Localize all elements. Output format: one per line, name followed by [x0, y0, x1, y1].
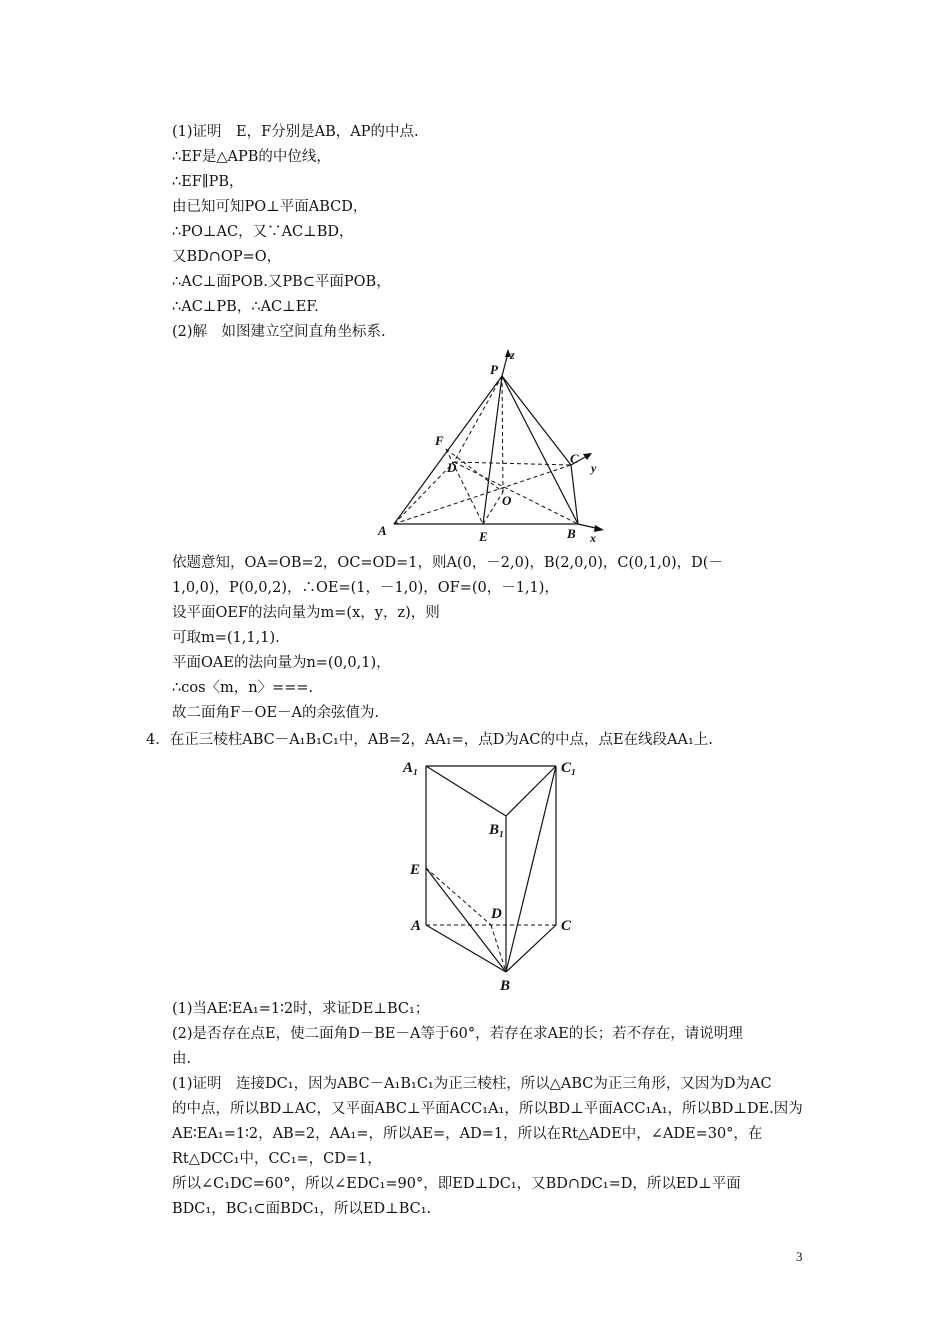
text-line: ∴EF∥PB，	[172, 174, 244, 190]
text-line: (2)解 如图建立空间直角坐标系.	[172, 324, 386, 340]
label-B: B	[500, 978, 511, 992]
text-line: 平面OAE的法向量为n=(0,0,1)，	[172, 655, 391, 671]
text-line: 由.	[172, 1051, 192, 1067]
label-A: A	[378, 523, 387, 538]
text-line: 由已知可知PO⊥平面ABCD，	[172, 199, 368, 215]
label-F: F	[435, 433, 444, 448]
text-line: (1)当AE∶EA₁=1∶2时，求证DE⊥BC₁；	[172, 1001, 430, 1017]
problem-4-stem: 4．在正三棱柱ABC－A₁B₁C₁中，AB=2，AA₁=，点D为AC的中点，点E在线段AA₁上.	[146, 732, 713, 748]
label-C1: C₁	[561, 760, 577, 776]
text-line: 故二面角F－OE－A的余弦值为.	[172, 705, 380, 721]
label-C: C	[570, 451, 579, 466]
text-line: ∴PO⊥AC，又∵AC⊥BD，	[172, 224, 354, 240]
label-O: O	[502, 493, 512, 508]
label-x: x	[590, 531, 596, 545]
label-C: C	[561, 918, 572, 934]
text-line: ∴cos〈m，n〉===.	[172, 680, 314, 696]
text-line: ∴AC⊥PB，∴AC⊥EF.	[172, 299, 319, 315]
label-A: A	[411, 918, 422, 934]
text-line: AE∶EA₁=1∶2，AB=2，AA₁=，所以AE=，AD=1，所以在Rt△ADE中，∠ADE=30°，在	[172, 1126, 763, 1142]
label-z: z	[510, 348, 515, 362]
text-line: (2)是否存在点E，使二面角D－BE－A等于60°，若存在求AE的长；若不存在，请说明理	[172, 1026, 743, 1042]
text-line: 1,0,0)，P(0,0,2)，∴OE=(1，－1,0)，OF=(0，－1,1)，	[172, 580, 559, 596]
page-number: 3	[796, 1249, 803, 1264]
label-E: E	[410, 862, 421, 878]
text-line: 依题意知，OA=OB=2，OC=OD=1，则A(0，－2,0)，B(2,0,0)，C(0,1,0)，D(－	[172, 555, 723, 571]
label-E: E	[479, 529, 488, 544]
text-line: Rt△DCC₁中，CC₁=，CD=1，	[172, 1151, 382, 1167]
text-line: (1)证明 连接DC₁，因为ABC－A₁B₁C₁为正三棱柱，所以△ABC为正三角形，又因为D为AC	[172, 1076, 772, 1092]
label-A1: A₁	[403, 760, 419, 776]
text-line: (1)证明 E，F分别是AB，AP的中点.	[172, 124, 419, 140]
prism-figure	[395, 752, 595, 992]
text-line: ∴AC⊥面POB.又PB⊂平面POB，	[172, 274, 391, 290]
text-line: 可取m=(1,1,1).	[172, 630, 280, 646]
pyramid-figure	[370, 345, 610, 550]
text-line: 的中点，所以BD⊥AC，又平面ABC⊥平面ACC₁A₁，所以BD⊥平面ACC₁A₁，所以BD⊥DE.因为	[172, 1101, 803, 1117]
text-line: ∴EF是△APB的中位线，	[172, 149, 331, 165]
label-D: D	[491, 906, 502, 922]
label-P: P	[490, 362, 498, 377]
label-y: y	[591, 461, 597, 475]
text-line: 又BD∩OP=O，	[172, 249, 282, 265]
label-B1: B₁	[489, 822, 505, 838]
text-line: 所以∠C₁DC=60°，所以∠EDC₁=90°，即ED⊥DC₁，又BD∩DC₁=D，所以ED⊥平面	[172, 1176, 741, 1192]
label-B: B	[567, 526, 576, 541]
label-D: D	[447, 460, 457, 475]
text-line: 设平面OEF的法向量为m=(x，y，z)，则	[172, 605, 440, 621]
text-line: BDC₁，BC₁⊂面BDC₁，所以ED⊥BC₁.	[172, 1201, 432, 1217]
